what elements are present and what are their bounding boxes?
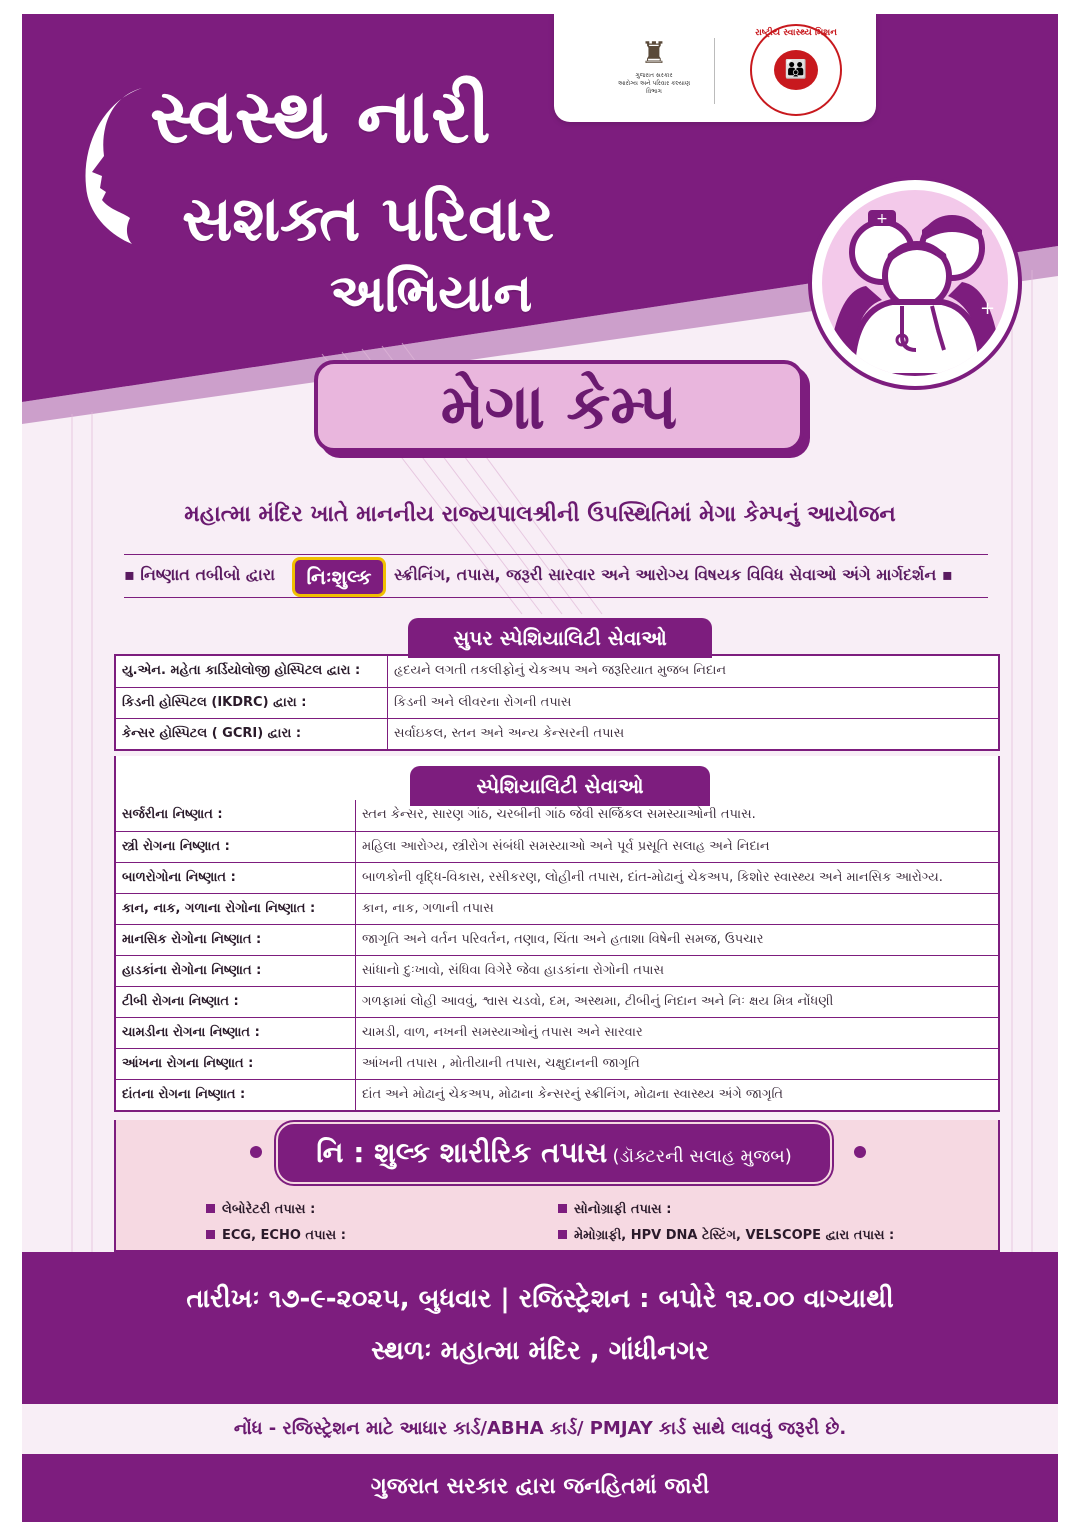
exam-item: સોનોગ્રાફી તપાસ : (558, 1202, 671, 1217)
service-label: કેન્સર હોસ્પિટલ ( GCRI) દ્વારા : (116, 719, 388, 749)
table-row (116, 862, 998, 893)
table-row (116, 718, 998, 749)
nhm-logo (750, 24, 842, 116)
service-label: યુ.એન. મહેતા કાર્ડિયોલોજી હોસ્પિટલ દ્વારા : (116, 656, 388, 687)
table-row (116, 893, 998, 924)
service-label: સ્ત્રી રોગના નિષ્ણાત : (116, 832, 356, 862)
service-label: માનસિક રોગોના નિષ્ણાત : (116, 925, 356, 955)
service-desc: સ્તન કેન્સર, સારણ ગાંઠ, ચરબીની ગાંઠ જેવી સર્જિકલ સમસ્યાઓની તપાસ. (362, 807, 756, 822)
camp-subtitle: મહાત્મા મંદિર ખાતે માનનીય રાજ્યપાલશ્રીની ઉપસ્થિતિમાં મેગા કેમ્પનું આયોજન (184, 502, 896, 527)
poster (22, 14, 1058, 1522)
exam-item: ECG, ECHO તપાસ : (206, 1228, 346, 1243)
free-line-right: સ્ક્રીનિંગ, તપાસ, જરૂરી સારવાર અને આરોગ્ય વિષયક વિવિધ સેવાઓ અંગે માર્ગદર્શન ▪ (394, 565, 953, 584)
table-row (116, 924, 998, 955)
service-label: આંખના રોગના નિષ્ણાત : (116, 1049, 356, 1079)
service-label: ટીબી રોગના નિષ્ણાત : (116, 987, 356, 1017)
exam-title-main: નિ : શુલ્ક શારીરિક તપાસ (316, 1136, 608, 1169)
gov-logo-text: ગુજરાત સરકાર (635, 72, 673, 79)
service-label: દાંતના રોગના નિષ્ણાત : (116, 1080, 356, 1110)
table-row (116, 1048, 998, 1079)
super-specialty-heading: સુપર સ્પેશિયાલિટી સેવાઓ (408, 618, 712, 658)
svg-text:+: + (876, 211, 888, 227)
service-desc: હૃદયને લગતી તકલીફોનું ચેકઅપ અને જરૂરિયાત મુજબ નિદાન (394, 663, 727, 678)
woman-face-icon (82, 86, 152, 246)
service-desc: કાન, નાક, ગળાની તપાસ (362, 901, 494, 916)
logo-divider (714, 38, 715, 104)
nhm-logo-text: રાષ્ટ્રીય સ્વાસ્થ્ય મિશન (755, 28, 837, 38)
service-desc: કિડની અને લીવરના રોગની તપાસ (394, 695, 572, 710)
service-desc: બાળકોની વૃદ્ધિ-વિકાસ, રસીકરણ, લોહીની તપાસ, દાંત-મોઢાનું ચેકઅપ, કિશોર સ્વાસ્થ્ય અને માનસિક આરોગ્ય. (362, 870, 943, 885)
service-desc: આંખની તપાસ , મોતીયાની તપાસ, ચક્ષુદાનની જાગૃતિ (362, 1056, 640, 1071)
service-label: કિડની હોસ્પિટલ (IKDRC) દ્વારા : (116, 688, 388, 718)
svg-text:+: + (980, 298, 996, 319)
service-label: ચામડીના રોગના નિષ્ણાત : (116, 1018, 356, 1048)
mega-camp-text: મેગા કેમ્પ (440, 370, 678, 443)
date-registration-line: તારીખઃ ૧૭-૯-૨૦૨૫, બુધવાર | રજિસ્ટ્રેશન : બપોરે ૧૨.૦૦ વાગ્યાથી (186, 1284, 894, 1314)
service-desc: સર્વાઇકલ, સ્તન અને અન્ય કેન્સરની તપાસ (394, 726, 625, 741)
title-line-1: સ્વસ્થ નારી (150, 74, 492, 160)
table-row (116, 986, 998, 1017)
free-line-left: ▪ નિષ્ણાત તબીબો દ્વારા (124, 565, 276, 584)
super-specialty-table (114, 654, 1000, 751)
free-badge: નિઃશુલ્ક (292, 557, 386, 597)
doctors-icon (812, 180, 1018, 386)
footer-text: ગુજરાત સરકાર દ્વારા જનહિતમાં જારી (370, 1474, 710, 1499)
table-row (116, 955, 998, 986)
gov-dept-text: આરોગ્ય અને પરિવાર કલ્યાણ વિભાગ (617, 80, 691, 95)
mega-camp-banner (314, 360, 804, 452)
exam-item: મેમોગ્રાફી, HPV DNA ટેસ્ટિંગ, VELSCOPE દ્વારા તપાસ : (558, 1228, 894, 1243)
specialty-heading: સ્પેશિયાલિટી સેવાઓ (410, 766, 710, 806)
service-desc: ચામડી, વાળ, નખની સમસ્યાઓનું તપાસ અને સારવાર (362, 1025, 643, 1040)
exam-title-note: (ડૉક્ટરની સલાહ મુજબ) (612, 1146, 792, 1167)
title-line-3: અભિયાન (330, 264, 533, 324)
service-desc: મહિલા આરોગ્ય, સ્ત્રીરોગ સંબંધી સમસ્યાઓ અને પૂર્વ પ્રસૂતિ સલાહ અને નિદાન (362, 839, 770, 854)
bullet-dot (854, 1146, 866, 1158)
service-label: સર્જરીના નિષ્ણાત : (116, 800, 356, 831)
service-label: કાન, નાક, ગળાના રોગોના નિષ્ણાત : (116, 894, 356, 924)
physical-exam-panel (114, 1120, 1000, 1252)
exam-item: લેબોરેટરી તપાસ : (206, 1202, 315, 1217)
emblem-icon: ♜ ગુજરાત સરકાર આરોગ્ય અને પરિવાર કલ્યાણ વિભાગ (614, 36, 694, 114)
venue-line: સ્થળઃ મહાત્મા મંદિર , ગાંધીનગર (371, 1336, 709, 1366)
service-desc: ગળફામાં લોહી આવવું, શ્વાસ ચડવો, દમ, અસ્થમા, ટીબીનું નિદાન અને નિઃ ક્ષય મિત્ર નોંધણી (362, 994, 834, 1009)
specialty-table (114, 800, 1000, 1112)
table-row (116, 687, 998, 718)
physical-exam-title (276, 1122, 832, 1184)
service-label: હાડકાંના રોગોના નિષ્ણાત : (116, 956, 356, 986)
table-row (116, 1079, 998, 1110)
logo-box (554, 14, 876, 122)
service-desc: સાંધાનો દુઃખાવો, સંધિવા વિગેરે જેવા હાડકાંના રોગોની તપાસ (362, 963, 664, 978)
free-service-line (124, 554, 988, 598)
table-row (116, 656, 998, 687)
title-line-2: સશક્ત પરિવાર (182, 182, 554, 255)
service-label: બાળરોગોના નિષ્ણાત : (116, 863, 356, 893)
family-icon: 👪 (774, 50, 818, 90)
note-bar: નોંધ - રજિસ્ટ્રેશન માટે આધાર કાર્ડ/ABHA કાર્ડ/ PMJAY કાર્ડ સાથે લાવવું જરૂરી છે. (22, 1404, 1058, 1454)
bullet-dot (250, 1146, 262, 1158)
table-row (116, 831, 998, 862)
service-desc: દાંત અને મોઢાનું ચેકઅપ, મોઢાના કેન્સરનું સ્ક્રીનિંગ, મોઢાના સ્વાસ્થ્ય અંગે જાગૃતિ (362, 1087, 784, 1102)
table-row (116, 1017, 998, 1048)
service-desc: જાગૃતિ અને વર્તન પરિવર્તન, તણાવ, ચિંતા અને હતાશા વિષેની સમજ, ઉપચાર (362, 932, 764, 947)
